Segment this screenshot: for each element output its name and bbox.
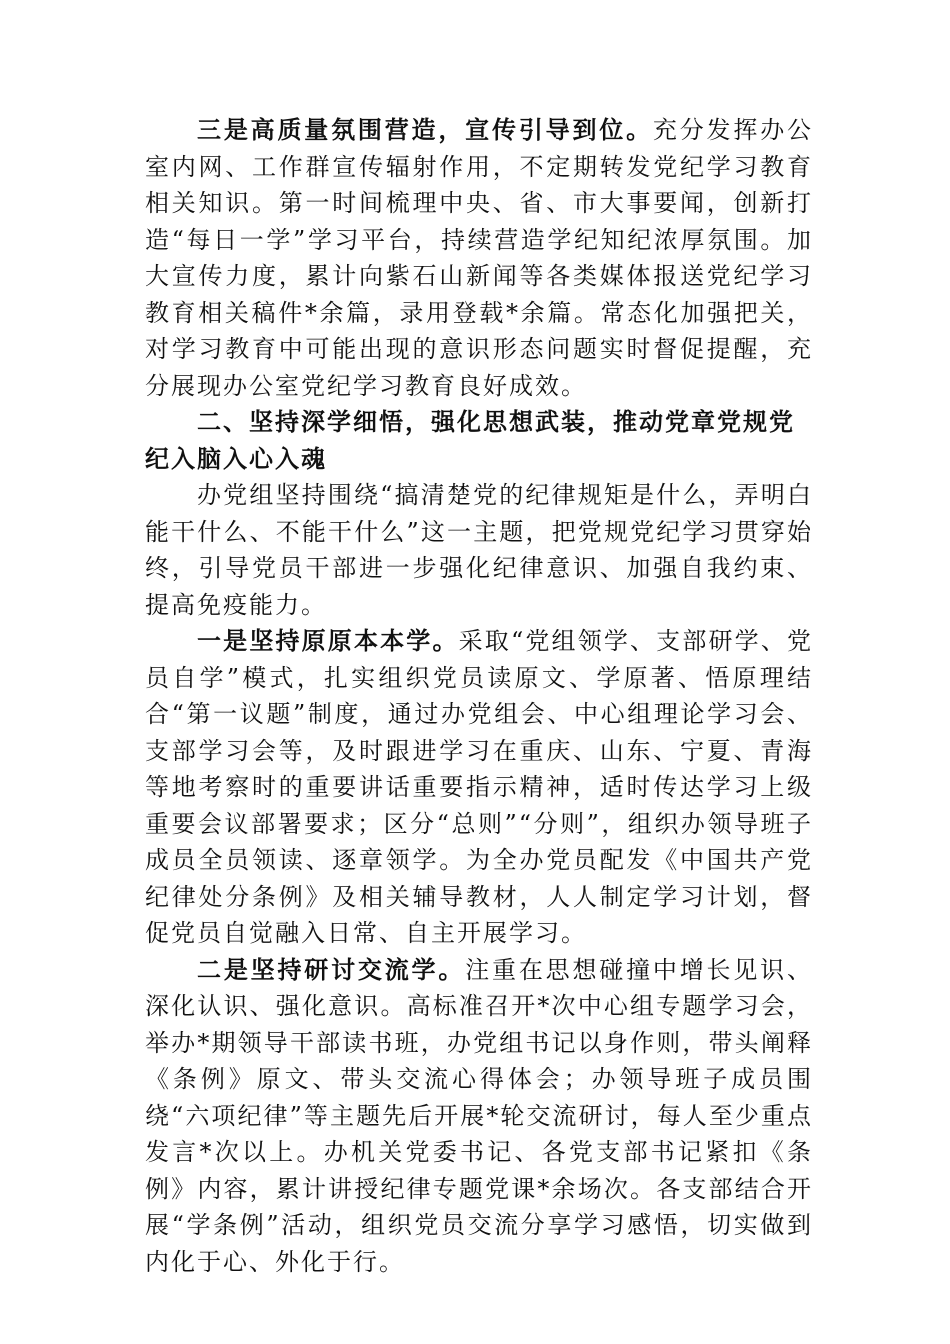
paragraph-lead: 二是坚持研讨交流学。 xyxy=(197,954,466,984)
paragraph-discussion-study xyxy=(145,952,813,1281)
paragraph-lead: 一是坚持原原本本学。 xyxy=(197,626,459,655)
paragraph-original-study xyxy=(145,623,813,952)
paragraph-body: 充分发挥办公室内网、工作群宣传辐射作用，不定期转发党纪学习教育相关知识。第一时间梳理中央、省、市大事要闻，创新打造“每日一学”学习平台，持续营造学纪知纪浓厚氛围。加大宣传力度，累计向紫石山新闻等各类媒体报送党纪学习教育相关稿件*余篇，录用登载*余篇。常态化加强把关，对学习教育中可能出现的意识形态问题实时督促提醒，充分展现办公室党纪学习教育良好成效。 xyxy=(145,116,814,400)
paragraph-lead: 三是高质量氛围营造，宣传引导到位。 xyxy=(197,115,653,144)
section-heading: 二、坚持深学细悟，强化思想武装，推动党章党规党纪入脑入心入魂 xyxy=(145,408,795,473)
document-page xyxy=(145,112,813,1280)
paragraph-body: 注重在思想碰撞中增长见识、深化认识、强化意识。高标准召开*次中心组专题学习会，举办*期领导干部读书班，办党组书记以身作则，带头阐释《条例》原文、带头交流心得体会；办领导班子成员围绕“六项纪律”等主题先后开展*轮交流研讨，每人至少重点发言*次以上。办机关党委书记、各党支部书记紧扣《条例》内容，累计讲授纪律专题党课*余场次。各支部结合开展“学条例”活动，组织党员交流分享学习感悟，切实做到内化于心、外化于行。 xyxy=(145,955,814,1276)
paragraph-publicity xyxy=(145,112,813,404)
paragraph-body: 办党组坚持围绕“搞清楚党的纪律规矩是什么，弄明白能干什么、不能干什么”这一主题，把党规党纪学习贯穿始终，引导党员干部进一步强化纪律意识、加强自我约束、提高免疫能力。 xyxy=(145,481,813,619)
paragraph-intro xyxy=(145,477,813,623)
paragraph-body: 采取“党组领学、支部研学、党员自学”模式，扎实组织党员读原文、学原著、悟原理结合“第一议题”制度，通过办党组会、中心组理论学习会、支部学习会等，及时跟进学习在重庆、山东、宁夏、青海等地考察时的重要讲话重要指示精神，适时传达学习上级重要会议部署要求；区分“总则”“分则”，组织办领导班子成员全员领读、逐章领学。为全办党员配发《中国共产党纪律处分条例》及相关辅导教材，人人制定学习计划，督促党员自觉融入日常、自主开展学习。 xyxy=(145,627,813,947)
